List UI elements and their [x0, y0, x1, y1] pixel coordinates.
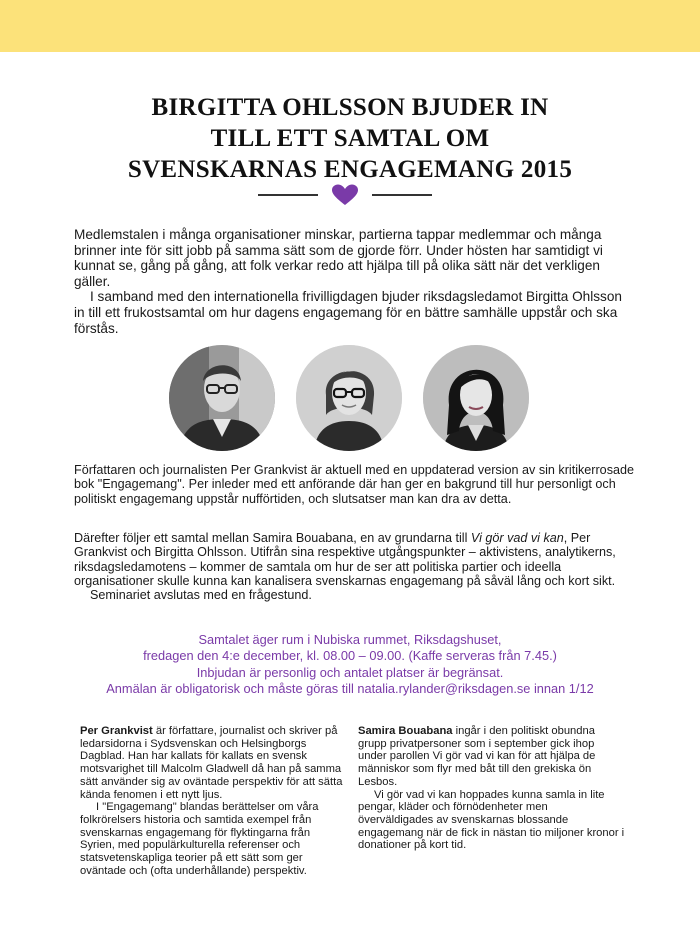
intro-paragraph-2: I samband med den internationella frivilligdagen bjuder riksdagsledamot Birgitta Ohlsson in till ett frukostsamtal om hur dagens engagemang för en bättre samhälle uppstår och ska förstås. — [74, 289, 622, 336]
divider-line-right — [372, 194, 432, 196]
event-info — [0, 632, 700, 697]
top-banner — [0, 0, 700, 52]
heart-icon — [331, 184, 359, 206]
bio-left-paragraph-1 — [80, 725, 348, 801]
bio-left-name: Per Grankvist — [80, 725, 153, 737]
body-paragraph-2-text-a: Därefter följer ett samtal mellan Samira Bouabana, en av grundarna till — [74, 531, 471, 545]
intro-paragraph-1: Medlemstalen i många organisationer minskar, partierna tappar medlemmar och många brinner inte för sitt jobb på samma sätt som de gjorde förr. Under hösten har samtidigt vi kunnat se, gång på gång, att folk verkar redo att hjälpa till på olika sätt när det verkligen gäller. — [74, 227, 603, 289]
photo-birgitta-ohlsson — [423, 345, 529, 451]
page-title — [0, 92, 700, 185]
title-line-1: BIRGITTA OHLSSON BJUDER IN — [151, 94, 549, 121]
speaker-photos — [0, 345, 700, 455]
photo-per-grankvist — [169, 345, 275, 451]
body-paragraph-2 — [74, 531, 634, 588]
event-line-3: Inbjudan är personlig och antalet platser är begränsat. — [196, 664, 504, 680]
bio-left-paragraph-2: I "Engagemang" blandas berättelser om våra folkrörelsers historia och samtida exempel från svenskarnas engagemang för flyktingarna från Syrien, med populärkulturella referenser och statsvetenskapliga teorier på ett sätt som ger oväntade och (ofta underhållande) perspektiv. — [80, 801, 319, 877]
initiative-name: Vi gör vad vi kan — [470, 531, 564, 545]
body-paragraph-2-text-b: , Per Grankvist och Birgitta Ohlsson. Utifrån sina respektive utgångspunkter – aktivistens, analytikerns, riksdagsledamotens – kommer de samtala om hur de ser att politiska partier och ideella organisationer skulle kunna kan kanalisera svenskarnas engagemang på såväl lång och kort sikt. — [74, 531, 616, 588]
bio-right-name: Samira Bouabana — [358, 725, 453, 737]
title-line-3: SVENSKARNAS ENGAGEMANG 2015 — [127, 156, 573, 183]
title-divider — [0, 184, 700, 206]
body-paragraph-1: Författaren och journalisten Per Grankvist är aktuell med en uppdaterad version av sin kritikerrosade bok "Engagemang". Per inleder med ett anförande där han ger en bakgrund till hur personligt och politiskt engagemang uppstår nufförtiden, och slutsatser man kan dra av detta. — [74, 463, 634, 506]
event-line-2: fredagen den 4:e december, kl. 08.00 – 09.00. (Kaffe serveras från 7.45.) — [143, 648, 557, 664]
bio-left-text-1: är författare, journalist och skriver på ledarsidorna i Sydsvenskan och Helsingborgs Dagblad. Han har kallats för kallats en svensk motsvarighet till Malcolm Gladwell då han på samma sätt använder sig av oväntade perspektiv för att sätta kända fenomen i ett nytt ljus. — [80, 725, 343, 801]
event-line-1: Samtalet äger rum i Nubiska rummet, Riksdagshuset, — [198, 632, 502, 647]
divider-line-left — [258, 194, 318, 196]
event-line-4: Anmälan är obligatorisk och måste göras till natalia.rylander@riksdagen.se innan 1/12 — [106, 680, 594, 696]
title-line-2: TILL ETT SAMTAL OM — [210, 125, 490, 152]
body-paragraph-3: Seminariet avslutas med en frågestund. — [90, 588, 312, 603]
bio-per-grankvist — [80, 725, 348, 877]
body-paragraphs — [74, 531, 634, 602]
bio-samira-bouabana — [358, 725, 626, 852]
photo-samira-bouabana — [296, 345, 402, 451]
bio-right-paragraph-2: Vi gör vad vi kan hoppades kunna samla in lite pengar, kläder och förnödenheter men överväldigades av svenskarnas blossande engagemang när de fick in nästan tio miljoner kronor i donationer på kort tid. — [358, 788, 625, 852]
intro-text — [74, 227, 630, 336]
bio-right-paragraph-1 — [358, 725, 626, 789]
bio-right-text-1: ingår i den politiskt obundna grupp privatpersoner som i september gick ihop under parollen Vi gör vad vi kan för att hjälpa de människor som flyr med båt till den grekiska ön Lesbos. — [358, 725, 596, 788]
